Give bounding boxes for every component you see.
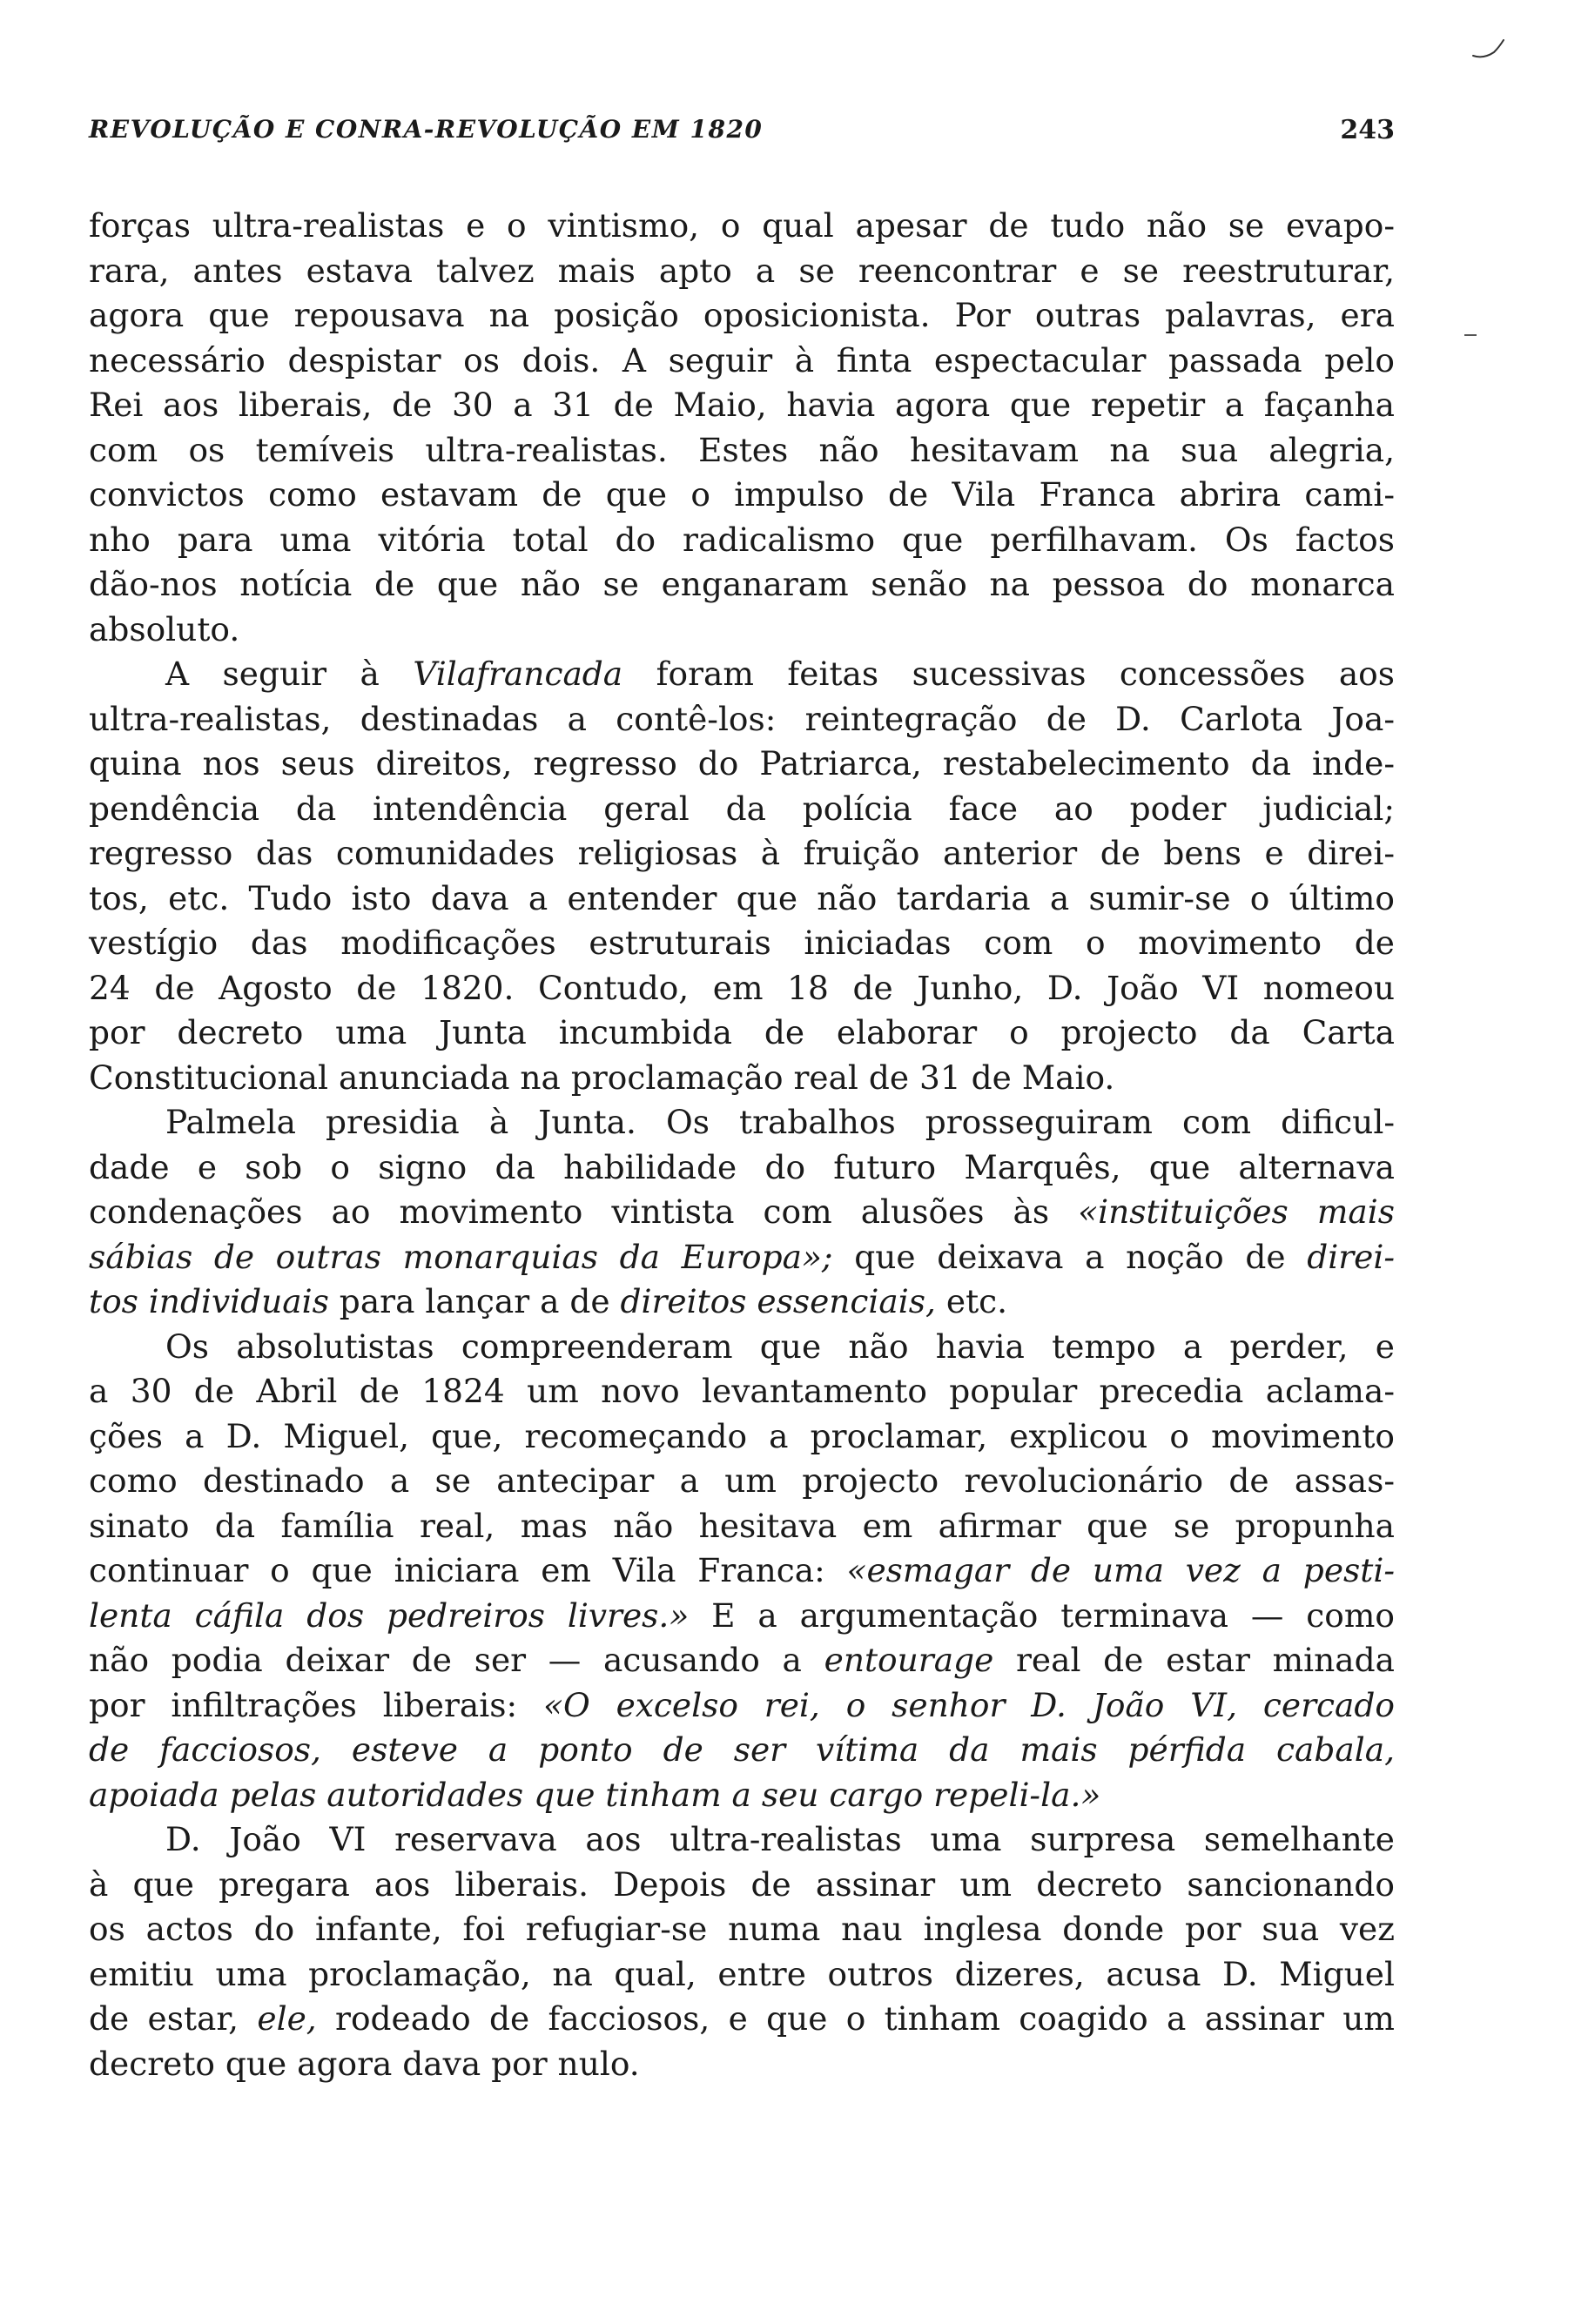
italic-text: «esmagar de uma vez a pesti- [846, 1551, 1395, 1589]
text-run: decreto que agora dava por nulo. [89, 2044, 640, 2083]
text-run: ções a D. Miguel, que, recomeçando a proclamar, explicou o movimento [89, 1416, 1395, 1455]
text-run: real de estar minada [993, 1641, 1396, 1679]
text-run: emitiu uma proclamação, na qual, entre outros dizeres, acusa D. Miguel [89, 1954, 1395, 1993]
text-line [89, 339, 1395, 384]
text-line [89, 204, 1395, 249]
page-number: 243 [1340, 115, 1395, 145]
text-line [89, 383, 1395, 428]
text-line [89, 1459, 1395, 1504]
text-line [89, 966, 1395, 1011]
text-line [89, 1145, 1395, 1191]
text-line [89, 1548, 1395, 1594]
text-line [89, 742, 1395, 787]
text-line [89, 921, 1395, 966]
text-line [89, 293, 1395, 339]
text-run: quina nos seus direitos, regresso do Patriarca, restabelecimento da inde- [89, 744, 1395, 783]
running-header [89, 115, 1395, 158]
text-line [89, 473, 1395, 518]
italic-text: «instituições mais [1078, 1192, 1396, 1231]
text-line [89, 518, 1395, 563]
text-line [89, 1638, 1395, 1683]
text-run: E a argumentação terminava — como [689, 1595, 1395, 1635]
text-run: não podia deixar de ser — acusando a [89, 1641, 824, 1679]
text-run: a 30 de Abril de 1824 um novo levantamento popular precedia aclama- [89, 1372, 1395, 1410]
text-line [89, 697, 1395, 742]
text-line [89, 1056, 1395, 1101]
text-line [89, 2042, 1395, 2087]
text-run: D. João VI reservava aos ultra-realistas uma surpresa semelhante [165, 1820, 1395, 1858]
text-line [89, 1594, 1395, 1639]
italic-text: entourage [824, 1641, 994, 1679]
text-run: condenações ao movimento vintista com alusões às [89, 1192, 1079, 1231]
text-run: 24 de Agosto de 1820. Contudo, em 18 de Junho, D. João VI nomeou [89, 968, 1395, 1007]
text-run: ultra-realistas, destinadas a contê-los: reintegração de D. Carlota Joa- [89, 699, 1395, 738]
text-line [89, 1504, 1395, 1549]
text-run: que deixava a noção de [832, 1237, 1308, 1276]
text-run: Rei aos liberais, de 30 a 31 de Maio, havia agora que repetir a façanha [89, 386, 1395, 424]
italic-text: Vilafrancada [413, 655, 623, 693]
text-line [89, 1773, 1395, 1818]
italic-text: direi- [1307, 1237, 1395, 1276]
text-run: como destinado a se antecipar a um projecto revolucionário de assas- [89, 1461, 1395, 1500]
italic-text: de facciosos, esteve a ponto de ser vítima da mais pérfida cabala, [89, 1730, 1395, 1769]
text-line [89, 1190, 1395, 1235]
text-line [89, 1235, 1395, 1280]
text-line [89, 1100, 1395, 1145]
text-run: com os temíveis ultra-realistas. Estes não hesitavam na sua alegria, [89, 430, 1395, 469]
text-run: A seguir à [165, 655, 414, 693]
paragraph [89, 1817, 1395, 2086]
text-run: para lançar a de [328, 1282, 621, 1320]
paragraph [89, 204, 1395, 652]
text-line [89, 877, 1395, 922]
text-run: vestígio das modificações estruturais iniciadas com o movimento de [89, 924, 1395, 962]
text-line [89, 831, 1395, 877]
text-run: regresso das comunidades religiosas à fruição anterior de bens e direi- [89, 834, 1395, 872]
italic-text: apoiada pelas autoridades que tinham a seu cargo repeli-la.» [89, 1775, 1101, 1814]
italic-text: tos individuais [89, 1282, 329, 1320]
text-line [89, 1011, 1395, 1056]
italic-text: sábias de outras monarquias da Europa»; [89, 1237, 833, 1276]
paragraph [89, 652, 1395, 1100]
text-run: absoluto. [89, 609, 240, 648]
text-run: Os absolutistas compreenderam que não havia tempo a perder, e [165, 1327, 1395, 1366]
text-run: por decreto uma Junta incumbida de elaborar o projecto da Carta [89, 1013, 1395, 1051]
text-run: necessário despistar os dois. A seguir à finta espectacular passada pelo [89, 340, 1395, 379]
text-line [89, 1683, 1395, 1729]
text-line [89, 249, 1395, 294]
text-run: Constitucional anunciada na proclamação real de 31 de Maio. [89, 1058, 1115, 1097]
running-title: REVOLUÇÃO E CONRA-REVOLUÇÃO EM 1820 [89, 115, 764, 144]
text-line [89, 652, 1395, 697]
italic-text: ele, [257, 1999, 317, 2038]
text-line [89, 1325, 1395, 1370]
text-line [89, 1369, 1395, 1414]
body-text [89, 204, 1395, 2086]
paragraph [89, 1325, 1395, 1818]
text-line [89, 1817, 1395, 1863]
text-line [89, 1863, 1395, 1908]
text-run: pendência da intendência geral da polícia face ao poder judicial; [89, 789, 1395, 828]
text-run: nho para uma vitória total do radicalismo que perfilhavam. Os factos [89, 520, 1395, 559]
margin-dash-mark [1464, 334, 1477, 336]
text-run: dade e sob o signo da habilidade do futuro Marquês, que alternava [89, 1147, 1395, 1186]
text-run: de estar, [89, 1999, 258, 2038]
text-run: sinato da família real, mas não hesitava em afirmar que se propunha [89, 1506, 1395, 1545]
text-line [89, 1414, 1395, 1460]
text-line [89, 428, 1395, 474]
text-run: rodeado de facciosos, e que o tinham coagido a assinar um [316, 1999, 1395, 2038]
text-run: dão-nos notícia de que não se enganaram senão na pessoa do monarca [89, 565, 1395, 603]
text-run: os actos do infante, foi refugiar-se numa nau inglesa donde por sua vez [89, 1910, 1395, 1948]
text-line [89, 1907, 1395, 1952]
text-run: convictos como estavam de que o impulso de Vila Franca abrira cami- [89, 475, 1395, 514]
text-line [89, 1952, 1395, 1998]
text-run: agora que repousava na posição oposicionista. Por outras palavras, era [89, 296, 1395, 334]
italic-text: direitos essenciais, [620, 1282, 936, 1320]
text-run: foram feitas sucessivas concessões aos [622, 655, 1395, 693]
text-line [89, 787, 1395, 832]
italic-text: «O excelso rei, o senhor D. João VI, cercado [543, 1685, 1395, 1724]
text-run: por infiltrações liberais: [89, 1685, 543, 1724]
text-run: à que pregara aos liberais. Depois de assinar um decreto sancionando [89, 1864, 1395, 1904]
text-line [89, 1280, 1395, 1325]
italic-text: lenta cáfila dos pedreiros livres.» [89, 1595, 690, 1635]
text-line [89, 1728, 1395, 1773]
pencil-tick-mark [1471, 37, 1506, 61]
text-run: continuar o que iniciara em Vila Franca: [89, 1551, 847, 1589]
text-run: tos, etc. Tudo isto dava a entender que não tardaria a sumir-se o último [89, 878, 1395, 917]
text-line [89, 608, 1395, 653]
text-run: etc. [935, 1282, 1008, 1320]
text-line [89, 562, 1395, 608]
text-run: rara, antes estava talvez mais apto a se reencontrar e se reestruturar, [89, 251, 1395, 290]
text-run: forças ultra-realistas e o vintismo, o qual apesar de tudo não se evapo- [89, 206, 1395, 245]
paragraph [89, 1100, 1395, 1325]
text-line [89, 1997, 1395, 2042]
text-run: Palmela presidia à Junta. Os trabalhos prosseguiram com dificul- [165, 1103, 1395, 1141]
